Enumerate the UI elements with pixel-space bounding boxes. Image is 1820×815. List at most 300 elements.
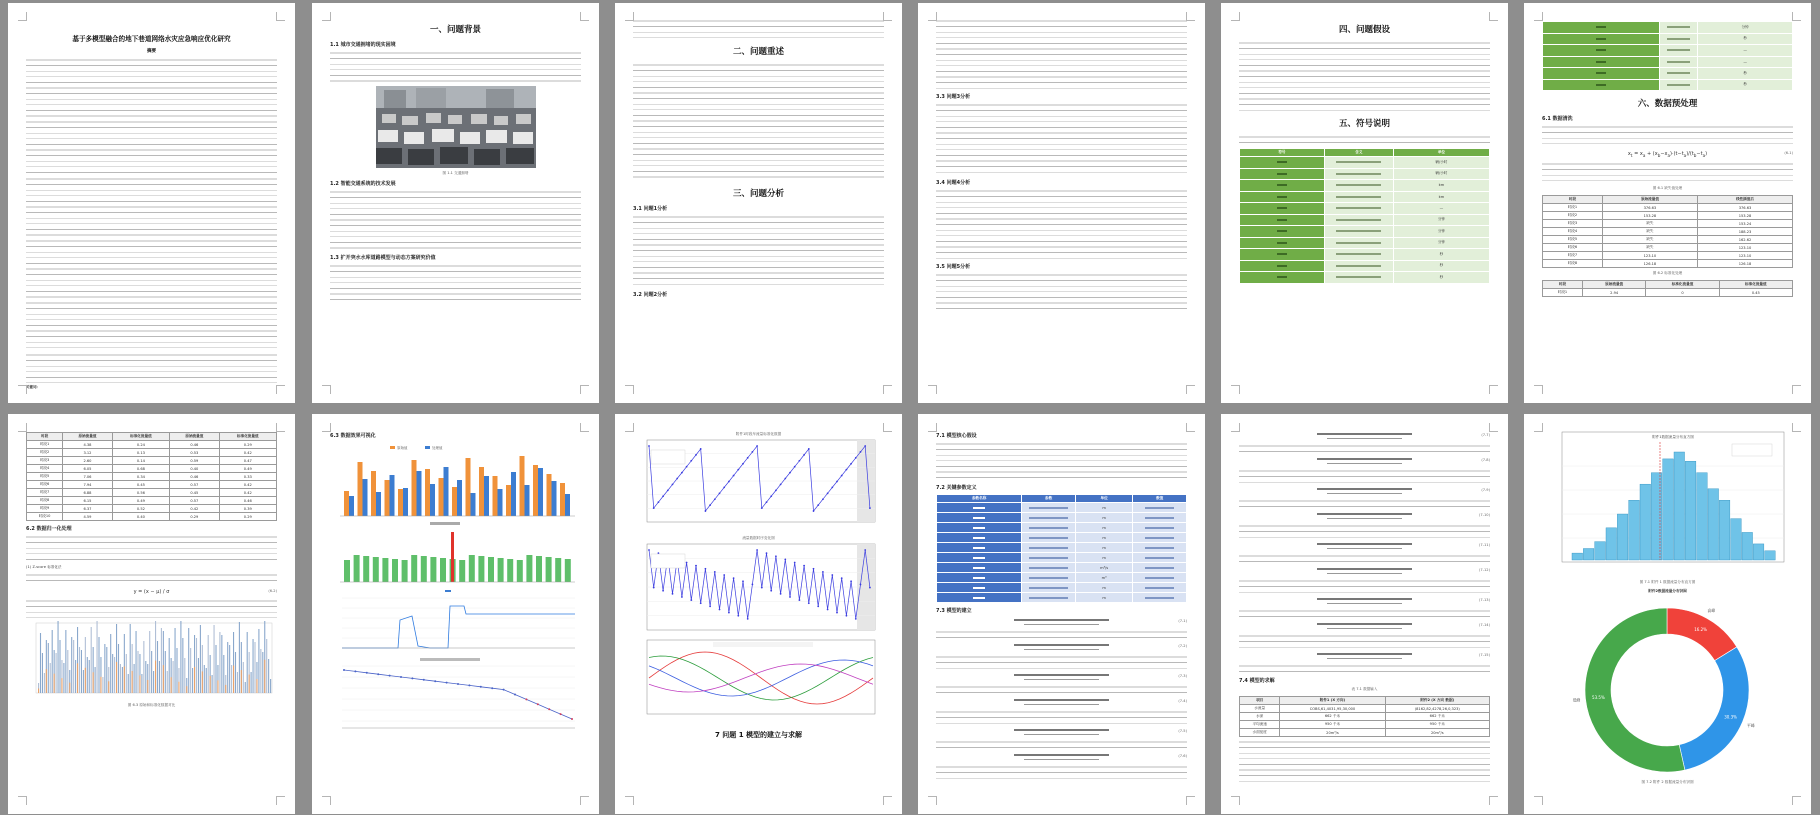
comparison-bar-chart [26, 621, 276, 701]
table-row: 时段1 4.38 0.24 0.46 0.29 [27, 441, 277, 449]
page-10 [918, 414, 1205, 814]
table-row: m [937, 503, 1187, 513]
point [457, 683, 459, 685]
bar [493, 476, 498, 516]
bar [1663, 459, 1674, 560]
point [700, 448, 702, 450]
point [672, 484, 674, 486]
bar [122, 667, 123, 693]
bar [260, 649, 261, 693]
point [822, 571, 824, 573]
table-row: 分钟 [1240, 226, 1490, 238]
bar [498, 558, 504, 582]
equation: (7-3) [936, 674, 1187, 680]
bar [141, 674, 142, 693]
bar [206, 668, 207, 693]
bar [227, 642, 228, 693]
point [864, 445, 866, 447]
slice-label: 16.2% [1694, 627, 1707, 633]
orange-blue-bar-chart [330, 442, 580, 520]
bar [85, 667, 86, 692]
point [681, 472, 683, 474]
bar [75, 660, 76, 693]
bar [149, 631, 150, 693]
bar [411, 555, 417, 582]
point [723, 486, 725, 488]
bar [81, 650, 82, 693]
bar [104, 644, 105, 693]
point [846, 469, 848, 471]
chart-title: 附件1时段车流量标准化数据 [735, 432, 782, 436]
bar [102, 677, 103, 693]
missing-value-table: 时段 原始流量值 线性插值后 时段1 376.63 376.63 时段2 153.28 153.28 时段3 缺失 153.24 时段4 缺失 188.23 时段5 缺失 162.62 时段6 缺失 123.10 时段7 123.10 123.10 时段8 126.18 126.18 [1542, 195, 1793, 268]
time-series-chart-2 [633, 542, 883, 638]
bar [439, 478, 444, 516]
point [434, 680, 436, 682]
bar [79, 647, 80, 693]
normalized-table: 时段 原始流量值 标准化流量值 原始流量值 标准化流量值 时段1 4.38 0.24 0.46 0.29 时段2 3.12 0.13 0.53 0.42 时段3 2.60 0.14 0.59 0.47 时段4 6.05 0.68 0.40 0.49 时段5 7.06 0.34 0.46 0.33 时段6 7.94 0.45 0.57 0.42 时段7 6.88 0.56 0.45 0.42 时段8 6.15 0.49 0.57 0.46 时段9 6.37 0.52 0.42 0.39 时段10 4.59 0.40 0.29 0.29 [26, 432, 277, 521]
point [389, 675, 391, 677]
page-4 [918, 3, 1205, 403]
bar [565, 494, 570, 516]
table-row: 秒 [1543, 79, 1793, 91]
table-caption: 图 6.2 标准化处理 [1652, 271, 1683, 275]
point [690, 599, 692, 601]
section-heading: 7 问题 1 模型的建立与求解 [714, 731, 803, 739]
equation: (7-4) [936, 699, 1187, 705]
bar [1572, 553, 1583, 560]
bar [363, 479, 368, 516]
equation: (7-13) [1239, 598, 1490, 604]
point [841, 577, 843, 579]
bar [97, 621, 98, 693]
bar [1731, 519, 1742, 560]
figure-caption: 图 1.1 交通拥堵 [442, 171, 469, 175]
bar [137, 651, 138, 693]
bar [266, 639, 267, 693]
table-row: 时段4 缺失 188.23 [1543, 228, 1793, 236]
slice-name: 高峰 [1707, 608, 1716, 614]
equation: (7-6) [936, 754, 1187, 760]
traffic-photo [376, 86, 536, 168]
point [446, 682, 448, 684]
bar [1708, 489, 1719, 560]
bar [247, 632, 248, 693]
point [690, 460, 692, 462]
equation: (7-12) [1239, 568, 1490, 574]
bar [143, 641, 144, 693]
bar [498, 489, 503, 516]
point [766, 552, 768, 554]
page-6 [1524, 3, 1811, 403]
bar [538, 468, 543, 516]
point [752, 451, 754, 453]
point [846, 615, 848, 617]
table-row: 时段1 376.63 376.63 [1543, 204, 1793, 212]
bar [69, 682, 70, 692]
point [813, 510, 815, 512]
bar [106, 647, 107, 693]
bar [349, 496, 354, 516]
table-caption: 图 6.1 缺失值处理 [1652, 186, 1683, 190]
bar [444, 467, 449, 516]
point [756, 549, 758, 551]
point [686, 562, 688, 564]
wave-chart [633, 638, 883, 724]
bar [169, 638, 170, 693]
point [676, 478, 678, 480]
histogram-chart [1542, 428, 1792, 578]
bar [249, 674, 250, 692]
chart-title: 流量数据时序变化图 [742, 536, 775, 540]
point [841, 475, 843, 477]
bar [145, 661, 146, 693]
green-bar-chart [330, 520, 580, 586]
table-row: 分钟 [1543, 22, 1793, 34]
page-12 [1524, 414, 1811, 814]
bar [520, 456, 525, 516]
bar [204, 665, 205, 693]
subsection-heading: 7.4 模型的求解 [1239, 678, 1275, 684]
bar [134, 664, 135, 693]
subsection-heading: 3.3 问题3分析 [936, 94, 971, 100]
point [770, 590, 772, 592]
bar [270, 679, 271, 693]
point [648, 549, 650, 551]
bar [457, 480, 462, 516]
abstract-label: 摘要 [147, 49, 156, 54]
bar [1719, 500, 1730, 560]
point [571, 718, 573, 720]
bar [536, 556, 542, 582]
bar [471, 493, 476, 516]
point [799, 460, 801, 462]
table-row: 时段3 缺失 153.24 [1543, 220, 1793, 228]
figure-caption: 图 7.1 附件 1 数据流量分布直方图 [1639, 580, 1696, 584]
bar [165, 651, 166, 693]
bar [469, 555, 475, 582]
figure-caption: 图 6.3 原始和标准化数据对比 [127, 702, 176, 707]
equation: (7-15) [1239, 653, 1490, 659]
point [813, 568, 815, 570]
bar [182, 638, 183, 693]
bar [376, 492, 381, 516]
bar [91, 627, 92, 693]
bar [48, 643, 49, 693]
point [831, 486, 833, 488]
bar [108, 681, 109, 693]
point [714, 571, 716, 573]
table-row: m³/s [937, 563, 1187, 573]
point [695, 454, 697, 456]
bar [77, 663, 78, 693]
bar [61, 678, 62, 693]
bar [392, 559, 398, 582]
point [480, 686, 482, 688]
bar [237, 672, 238, 693]
bar [116, 662, 117, 693]
point [860, 584, 862, 586]
slice [1679, 647, 1749, 770]
bar [430, 484, 435, 516]
table-row: 时段5 7.06 0.34 0.46 0.33 [27, 473, 277, 481]
table-row: 时段2 3.12 0.13 0.53 0.42 [27, 449, 277, 457]
point [719, 609, 721, 611]
bar [67, 650, 68, 693]
point [860, 451, 862, 453]
point [686, 466, 688, 468]
bar [54, 673, 55, 692]
bar [235, 652, 236, 693]
bar [459, 560, 465, 582]
table-row: — [1543, 45, 1793, 57]
bar [190, 648, 191, 693]
table-row: 时段6 7.94 0.45 0.57 0.42 [27, 481, 277, 489]
bar [100, 676, 101, 692]
bar [478, 556, 484, 582]
table-row: m³ [937, 573, 1187, 583]
bar [1765, 551, 1776, 560]
point [794, 466, 796, 468]
bar [176, 648, 177, 693]
point [855, 457, 857, 459]
table-row: m [937, 583, 1187, 593]
bar [385, 480, 390, 516]
point [784, 478, 786, 480]
bar [42, 653, 43, 693]
subsection-heading: 7.1 模型核心假设 [936, 433, 977, 439]
bar [89, 660, 90, 693]
point [503, 689, 505, 691]
symbol-table-continued [1542, 21, 1793, 91]
subsection-heading: 6.1 数据清洗 [1542, 116, 1573, 122]
page-3 [615, 3, 902, 403]
bar [256, 679, 257, 693]
table-row: m [937, 553, 1187, 563]
point [709, 504, 711, 506]
legend-label: 原始值 [397, 446, 408, 450]
table-row: 秒 [1240, 272, 1490, 284]
subsection-heading: 7.3 模型的建立 [936, 608, 972, 614]
slice-label: 53.5% [1592, 695, 1605, 701]
bar [560, 483, 565, 516]
bar [175, 628, 176, 693]
table-row: 辆/小时 [1240, 168, 1490, 180]
point [468, 684, 470, 686]
bar [120, 664, 121, 693]
page-2 [312, 3, 599, 403]
bar [56, 653, 57, 693]
subsection-heading: 3.5 问题5分析 [936, 264, 971, 270]
table-row: m [937, 543, 1187, 553]
point [681, 596, 683, 598]
page-9 [615, 414, 902, 814]
point [723, 574, 725, 576]
point [803, 565, 805, 567]
bar [208, 635, 209, 693]
bar [215, 645, 216, 693]
bar [93, 672, 94, 693]
bar [452, 487, 457, 516]
page-7 [8, 414, 295, 814]
bar [525, 485, 530, 516]
bar [451, 532, 454, 582]
point [780, 484, 782, 486]
point [400, 676, 402, 678]
section-heading: 二、问题重述 [732, 47, 784, 57]
point [794, 562, 796, 564]
table-row: 秒 [1240, 260, 1490, 272]
bar [402, 560, 408, 582]
bar [373, 557, 379, 582]
equation: $x_t = x_a + (x_b-x_a)\cdot(t-t_a)/(t_b-t_a)$ (6-1) [1627, 151, 1793, 158]
point [864, 549, 866, 551]
subsection-heading: 3.1 问题1分析 [633, 206, 668, 212]
bar [192, 668, 193, 693]
bar [258, 629, 259, 693]
bar [403, 488, 408, 516]
bar [46, 669, 47, 693]
equation: (7-9) [1239, 488, 1490, 494]
page-1 [8, 3, 295, 403]
subsection-heading: 3.4 问题4分析 [936, 180, 971, 186]
bar [466, 458, 471, 516]
bar [425, 469, 430, 516]
table-row: 时段10 4.59 0.40 0.29 0.29 [27, 513, 277, 521]
point [827, 609, 829, 611]
point [780, 593, 782, 595]
table-row: m [937, 593, 1187, 603]
bar [217, 680, 218, 693]
page-5 [1221, 3, 1508, 403]
point [775, 555, 777, 557]
point [766, 501, 768, 503]
bar [506, 485, 511, 516]
bar [264, 659, 265, 692]
bar [398, 489, 403, 516]
bar [1583, 549, 1594, 560]
bar [552, 481, 557, 516]
bar [184, 658, 185, 693]
point [700, 602, 702, 604]
bar [200, 625, 201, 693]
equation: (7-11) [1239, 543, 1490, 549]
bar [210, 675, 211, 692]
point [789, 596, 791, 598]
table-row: 水深 662 千米 662 千米 [1240, 713, 1490, 721]
point [836, 612, 838, 614]
point [377, 673, 379, 675]
series-line [342, 606, 575, 648]
bar [241, 670, 242, 693]
section-heading: 六、数据预处理 [1637, 99, 1698, 109]
bar [157, 641, 158, 693]
table-row: — [1240, 203, 1490, 215]
bar [87, 657, 88, 693]
point [411, 677, 413, 679]
bar [245, 682, 246, 693]
bar [198, 658, 199, 693]
bar [225, 684, 226, 692]
bar [358, 462, 363, 516]
point [653, 587, 655, 589]
section-heading: 四、问题假设 [1338, 25, 1390, 35]
bar [186, 686, 187, 693]
table-row: 时段9 6.37 0.52 0.42 0.39 [27, 505, 277, 513]
bar [1674, 452, 1685, 560]
bar [163, 665, 164, 693]
point [695, 565, 697, 567]
point [737, 469, 739, 471]
parameter-table: 参数名称 参数 单位 数值 m m m m m m m³/s m³ m m [936, 494, 1187, 603]
point [514, 694, 516, 696]
point [808, 602, 810, 604]
bar [171, 677, 172, 693]
equation: y = (x − μ) / σ (6-2) [133, 588, 277, 595]
bar [161, 628, 162, 693]
bar [52, 630, 53, 693]
bar [112, 654, 113, 693]
bar [354, 555, 360, 582]
subsection-heading: 7.2 关键参数定义 [936, 485, 977, 491]
equation: (7-1) [936, 619, 1187, 625]
table-row: 秒 [1543, 33, 1793, 45]
slice [1667, 608, 1737, 661]
bar [488, 557, 494, 582]
point [354, 670, 356, 672]
point [705, 510, 707, 512]
bar [178, 681, 179, 692]
bar [130, 624, 131, 693]
table-row: 分钟 [1240, 214, 1490, 226]
bar [417, 471, 422, 516]
bar [151, 651, 152, 693]
subsection-heading: 1.1 城市交通拥堵的现实困境 [330, 42, 396, 48]
bar [1685, 461, 1696, 560]
table-row: 时段6 缺失 123.10 [1543, 244, 1793, 252]
point [836, 481, 838, 483]
point [491, 687, 493, 689]
bar [1753, 544, 1764, 560]
bar [110, 634, 111, 693]
table-row: m [937, 513, 1187, 523]
pulse-line-chart [330, 586, 580, 656]
page-8 [312, 414, 599, 814]
subsection-heading: 1.3 扩开突水水库道路模型与动态方案研究价值 [330, 255, 436, 261]
subsection-heading: 6.2 数据归一化处理 [26, 526, 72, 532]
point [705, 568, 707, 570]
symbol-table: 符号 含义 单位 辆/小时 辆/小时 km km — 分钟 分钟 分钟 秒 秒 秒 [1239, 148, 1490, 284]
bar [533, 465, 538, 516]
bar [430, 557, 436, 582]
point [537, 703, 539, 705]
point [850, 580, 852, 582]
point [366, 672, 368, 674]
point [747, 618, 749, 620]
bar [126, 654, 127, 693]
bar [1640, 484, 1651, 560]
donut-chart [1542, 598, 1792, 778]
table-row: 时段5 缺失 162.62 [1543, 236, 1793, 244]
table-row: 时段2 153.28 153.28 [1543, 212, 1793, 220]
point [648, 445, 650, 447]
bar [233, 665, 234, 692]
bar [344, 560, 350, 582]
point [658, 552, 660, 554]
bar [1595, 542, 1606, 560]
bar [40, 633, 41, 693]
table-row: — [1543, 56, 1793, 68]
